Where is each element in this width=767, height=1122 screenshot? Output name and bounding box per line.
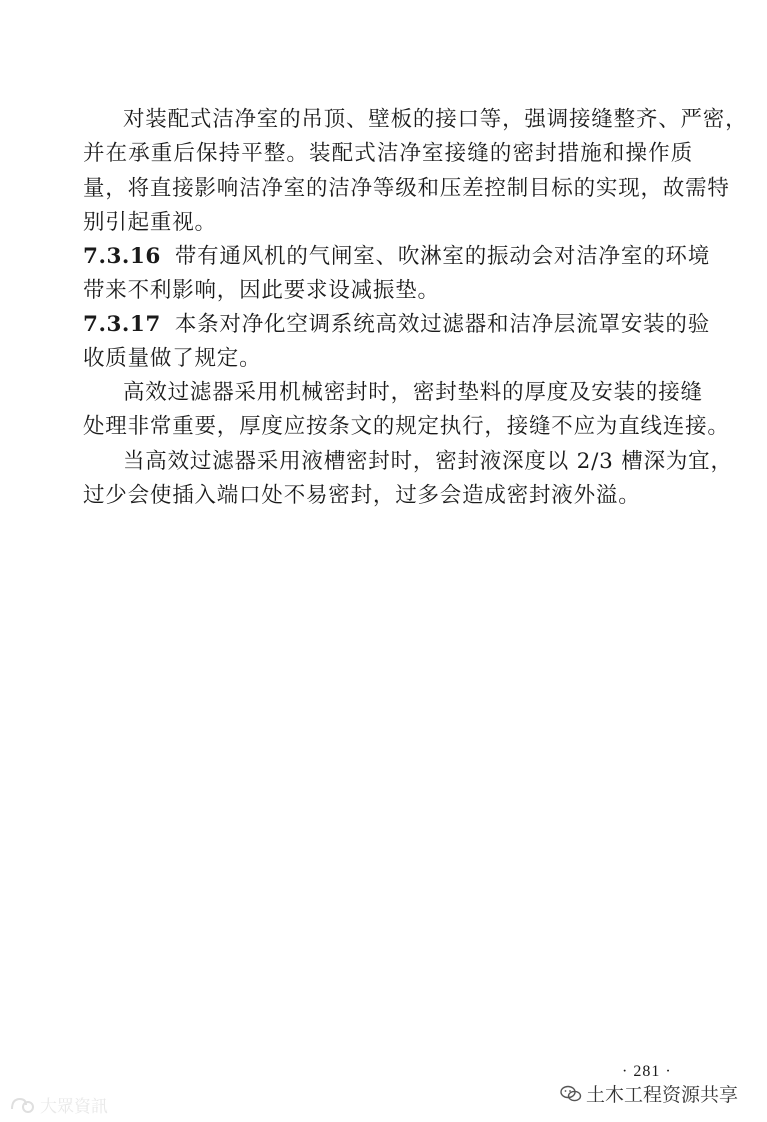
watermark-text: 大眾資訊 [40,1097,108,1117]
text-line: 本条对净化空调系统高效过滤器和洁净层流罩安装的验 [174,312,711,337]
page-number: · 281 · [622,1063,672,1080]
text-line: 过少会使插入端口处不易密封，过多会造成密封液外溢。 [83,483,641,508]
text-line: 高效过滤器采用机械密封时，密封垫料的厚度及安装的接缝 [123,380,703,405]
text-line: 别引起重视。 [83,210,217,235]
logo-icon [8,1095,36,1115]
wechat-icon [560,1085,582,1103]
text-line: 带有通风机的气闸室、吹淋室的振动会对洁净室的环境 [174,244,711,269]
clause-7-3-17 [83,308,711,342]
text-line: 对装配式洁净室的吊顶、壁板的接口等，强调接缝整齐、严密， [123,107,748,132]
clause-number: 7.3.17 [83,312,161,337]
source-watermark [560,1080,738,1107]
watermark-text: 土木工程资源共享 [586,1084,739,1106]
clause-7-3-16 [83,240,711,274]
text-line: 收质量做了规定。 [83,346,262,371]
text-line: 带来不利影响，因此要求设减振垫。 [83,278,440,303]
text-line: 量，将直接影响洁净室的洁净等级和压差控制目标的实现，故需特 [83,176,730,201]
clause-number: 7.3.16 [83,244,161,269]
text-line: 并在承重后保持平整。装配式洁净室接缝的密封措施和操作质 [83,141,693,166]
text-line: 当高效过滤器采用液槽密封时，密封液深度以 2/3 槽深为宜， [123,449,733,474]
left-watermark [8,1092,108,1117]
text-line: 处理非常重要，厚度应按条文的规定执行，接缝不应为直线连接。 [83,414,730,439]
